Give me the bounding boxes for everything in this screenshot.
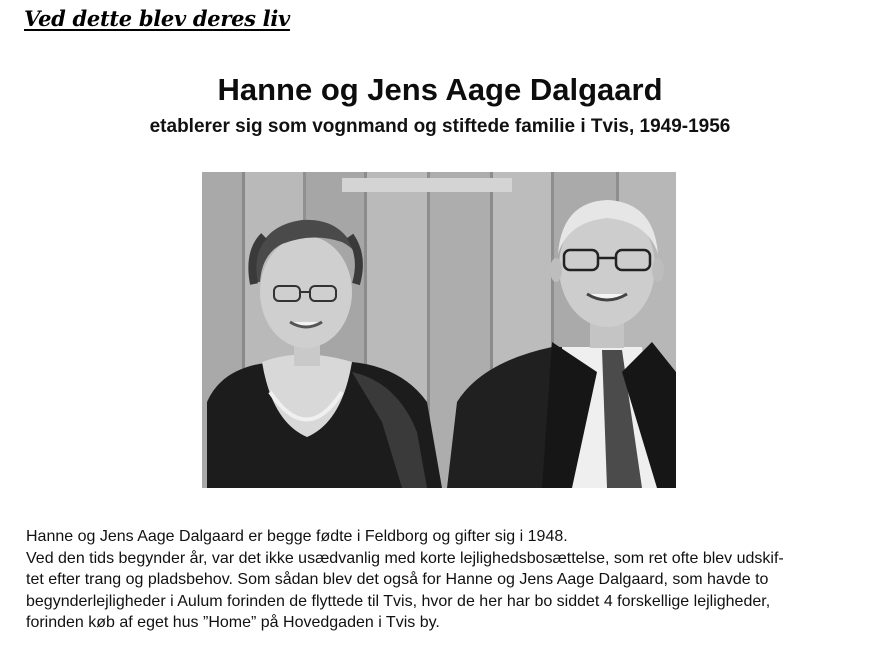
photo-of-couple-icon [202,172,676,488]
body-line: Ved den tids begynder år, var det ikke usædvanlig med korte lejlighedsbosættelse, som ret ofte blev udskif- [26,549,784,567]
body-line: tet efter trang og pladsbehov. Som sådan blev det også for Hanne og Jens Aage Dalgaard, som havde to [26,571,769,588]
series-title: Ved dette blev deres liv [24,6,290,31]
couple-photo [202,172,676,488]
page-title: Hanne og Jens Aage Dalgaard [217,72,663,107]
body-line: begynderlejligheder i Aulum forinden de flyttede til Tvis, hvor de her har bo siddet 4 forskellige lejligheder, [26,592,771,610]
body-line: forinden køb af eget hus ”Home” på Hovedgaden i Tvis by. [26,614,440,631]
body-text [26,526,866,634]
page-subtitle: etablerer sig som vognmand og stiftede familie i Tvis, 1949-1956 [149,116,731,137]
body-line: Hanne og Jens Aage Dalgaard er begge fødte i Feldborg og gifter sig i 1948. [26,528,568,545]
